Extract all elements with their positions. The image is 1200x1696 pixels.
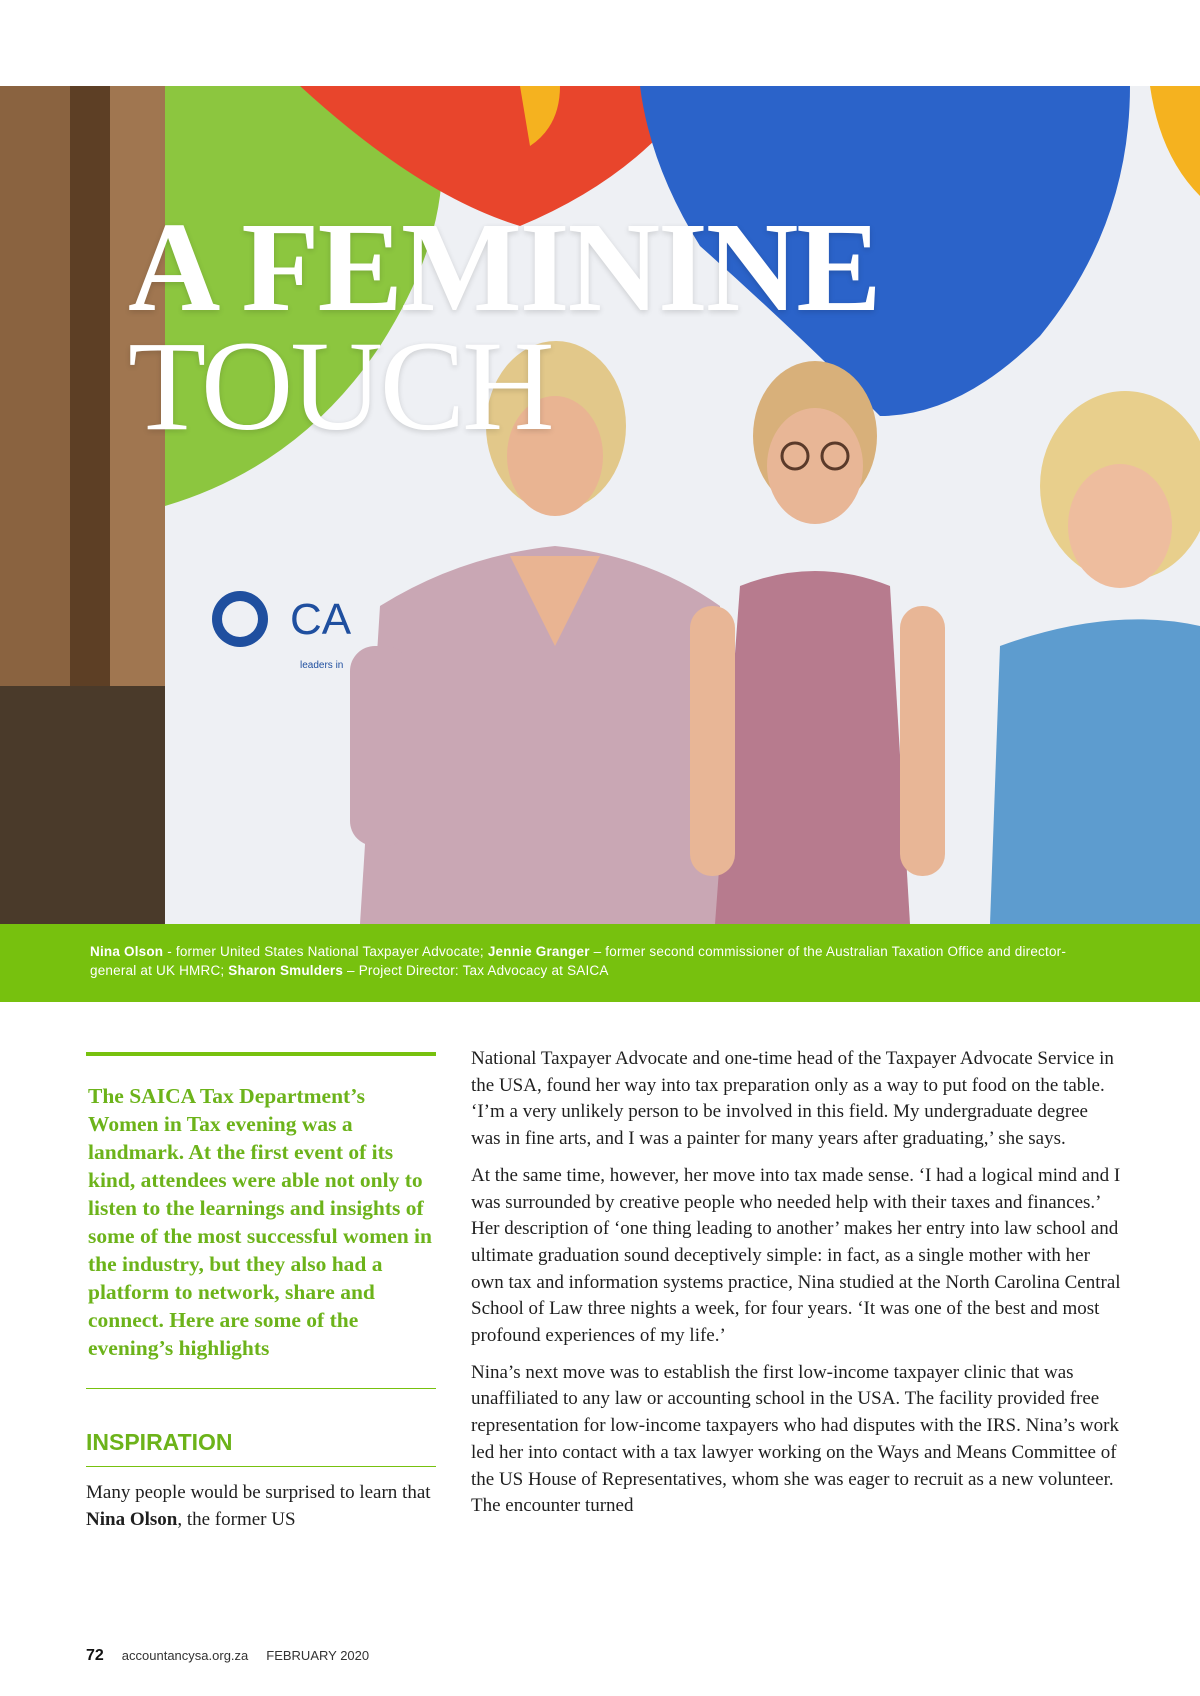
- footer-date: FEBRUARY 2020: [266, 1648, 370, 1663]
- footer-site: accountancysa.org.za: [121, 1648, 249, 1663]
- section-heading: INSPIRATION: [86, 1429, 233, 1455]
- left-column: [86, 1052, 436, 1533]
- right-column: [471, 1046, 1121, 1530]
- left-body-name: Nina Olson: [86, 1509, 178, 1530]
- body-paragraph: Nina’s next move was to establish the first low-income taxpayer clinic that was unaffiliated to any law or accounting school in the USA. The facility provided free representation for low-income taxpayers who had disputes with the IRS. Nina’s work led her into contact with a tax lawyer working on the Ways and Means Committee of the US House of Representatives, whom she was eager to recruit as a new volunteer. The encounter turned: [471, 1361, 1119, 1517]
- intro-bottom-rule: [86, 1388, 436, 1389]
- section-heading-rule: [86, 1466, 436, 1467]
- photo-caption: [0, 924, 1200, 1002]
- caption-name-1: Nina Olson: [90, 944, 164, 959]
- caption-desc-1: - former United States National Taxpayer Advocate;: [163, 944, 488, 959]
- caption-desc-3: – Project Director: Tax Advocacy at SAICA: [343, 963, 609, 978]
- article-title-line1: A FEMININE: [128, 196, 880, 338]
- body-paragraph: National Taxpayer Advocate and one-time head of the Taxpayer Advocate Service in the USA, found her way into tax preparation only as a way to put food on the table. ‘I’m a very unlikely person to be involved in this field. My undergraduate degree was in fine arts, and I was a painter for many years after graduating,’ she says.: [471, 1048, 1114, 1150]
- caption-name-2: Jennie Granger: [487, 944, 590, 959]
- left-body-post: , the former US: [177, 1509, 296, 1530]
- hero-photo: [0, 86, 1200, 924]
- caption-desc-2: – former second commissioner of the Australian Taxation Office and director-general at UK HMRC;: [90, 944, 1067, 978]
- banner-logo-text: CA: [290, 595, 352, 644]
- left-body-text: [86, 1479, 436, 1533]
- article-title: [128, 196, 880, 458]
- article-title-line2: TOUCH: [128, 315, 552, 458]
- page-number: 72: [86, 1647, 104, 1664]
- intro-standfirst: The SAICA Tax Department’s Women in Tax evening was a landmark. At the first event of its kind, attendees were able not only to listen to the learnings and insights of some of the most successful women in the industry, but they also had a platform to network, share and connect. Here are some of the evening’s highlights: [88, 1084, 432, 1360]
- body-paragraph: At the same time, however, her move into tax made sense. ‘I had a logical mind and I was surrounded by creative people who needed help with their taxes and finances.’ Her description of ‘one thing leading to another’ makes her entry into law school and ultimate graduation sound deceptively simple: in fact, as a single mother with her own tax and information systems practice, Nina studied at the North Carolina Central School of Law three nights a week, for four years. ‘It was one of the best and most profound experiences of my life.’: [471, 1164, 1121, 1347]
- left-body-pre: Many people would be surprised to learn that: [86, 1482, 431, 1503]
- page-footer: [86, 1647, 369, 1665]
- caption-name-3: Sharon Smulders: [228, 963, 344, 978]
- banner-logo-subtext: leaders in: [300, 660, 344, 671]
